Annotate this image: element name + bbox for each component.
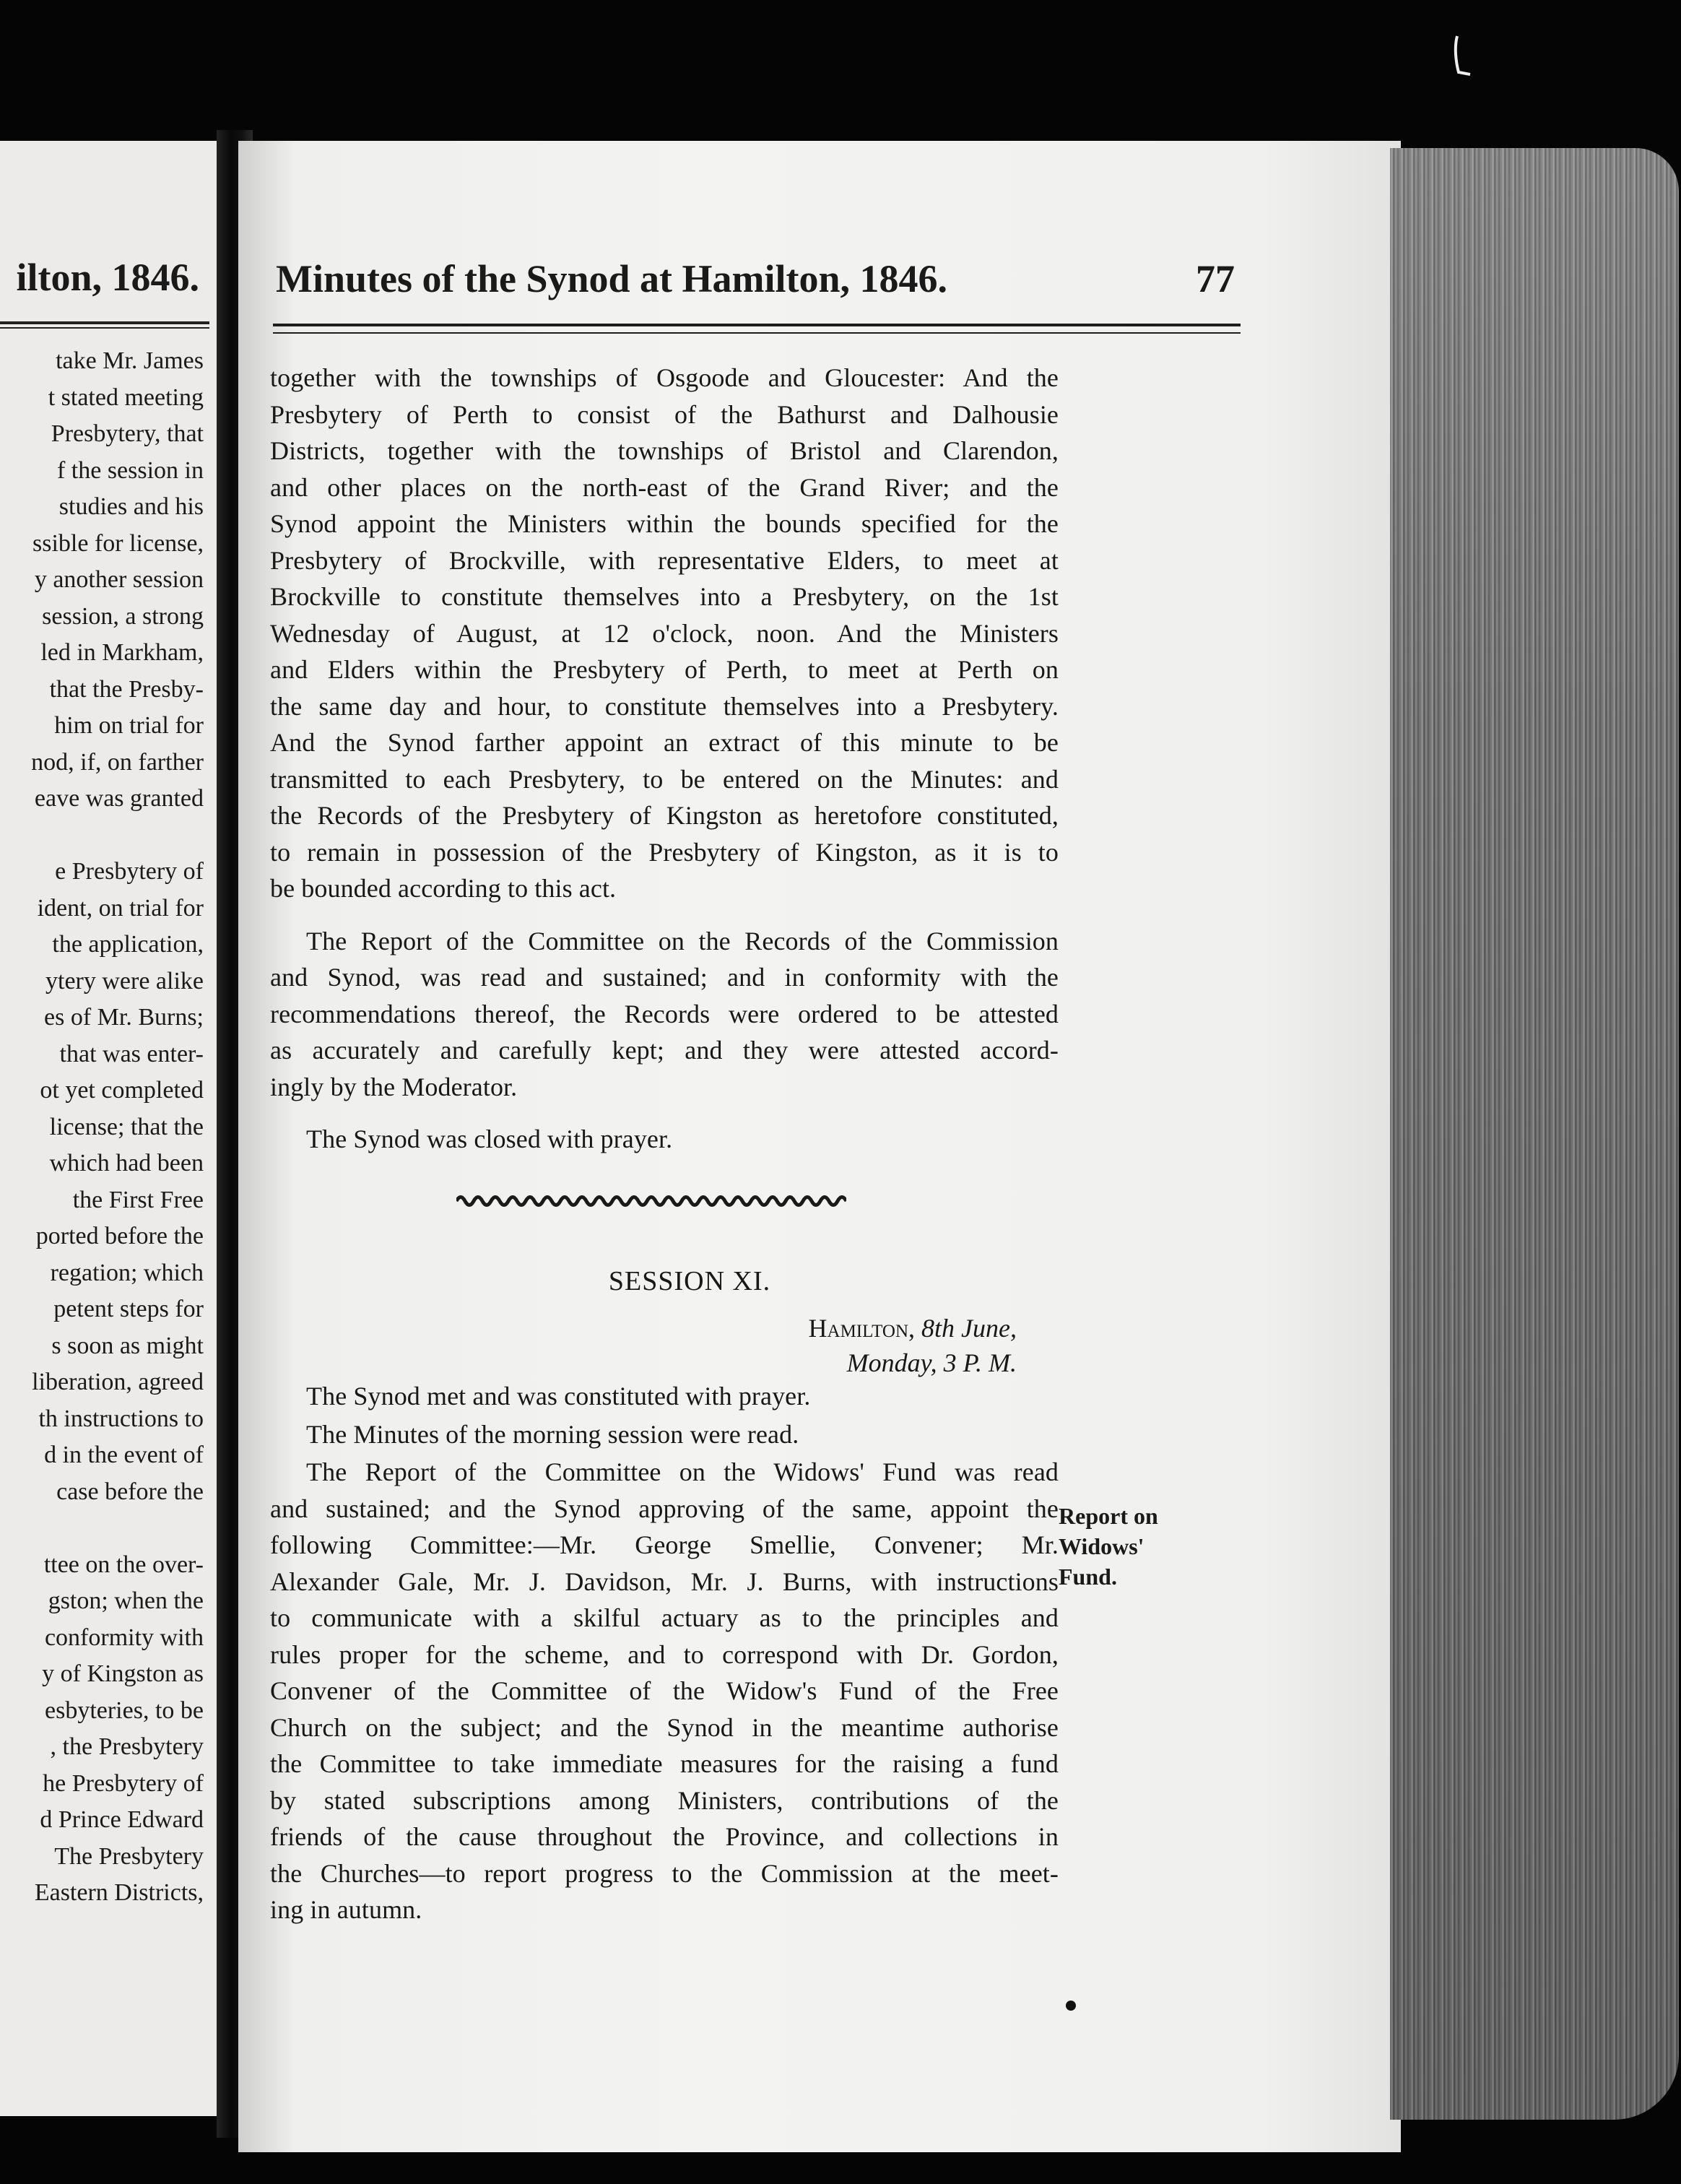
- header-rule-thin: [273, 332, 1241, 334]
- text-line: Alexander Gale, Mr. J. Davidson, Mr. J. Burns, with instructions: [270, 1566, 1059, 1596]
- left-page-line: him on trial for: [54, 712, 204, 739]
- left-page-line: ported before the: [35, 1223, 204, 1249]
- dateline-time: Monday, 3 P. M.: [846, 1348, 1017, 1377]
- text-line: by stated subscriptions among Ministers, contributions of the: [270, 1785, 1059, 1815]
- text-line: The Report of the Committee on the Widows' Fund was read: [306, 1457, 1059, 1486]
- left-page-line: regation; which: [50, 1259, 204, 1286]
- text-line: ing in autumn.: [270, 1895, 422, 1924]
- left-page-line: nod, if, on farther: [31, 748, 204, 776]
- left-page-line: ssible for license,: [32, 529, 204, 557]
- text-line: the Committee to take immediate measures for the raising a fund: [270, 1749, 1059, 1778]
- text-line: transmitted to each Presbytery, to be entered on the Minutes: and: [270, 764, 1059, 794]
- left-page-line: that was enter-: [59, 1040, 204, 1067]
- session-dateline: [809, 1311, 1017, 1380]
- left-page-line: [31, 1510, 204, 1547]
- left-page-line: Eastern Districts,: [34, 1879, 204, 1906]
- page-number: 77: [1196, 257, 1235, 300]
- left-page-line: t stated meeting: [48, 384, 204, 411]
- text-line: the Records of the Presbytery of Kingston as heretofore constituted,: [270, 801, 1059, 830]
- left-page-line: gston; when the: [48, 1587, 204, 1614]
- left-page-line: conformity with: [44, 1624, 204, 1651]
- dateline-date: 8th June,: [921, 1314, 1017, 1343]
- text-line: together with the townships of Osgoode and Gloucester: And the: [270, 363, 1059, 392]
- text-line: ingly by the Moderator.: [270, 1072, 518, 1101]
- left-page-line: led in Markham,: [40, 639, 204, 666]
- text-line: Brockville to constitute themselves into a Presbytery, on the 1st: [270, 582, 1059, 611]
- dateline-place: Hamilton,: [808, 1314, 916, 1343]
- left-page-line: eave was granted: [34, 785, 204, 812]
- left-page-line: ot yet completed: [40, 1077, 204, 1104]
- text-line: And the Synod farther appoint an extract of this minute to be: [270, 728, 1059, 757]
- left-page-line: he Presbytery of: [43, 1769, 204, 1797]
- paragraph-closing-prayer: The Synod was closed with prayer.: [306, 1124, 673, 1153]
- text-line: as accurately and carefully kept; and they were attested accord-: [270, 1036, 1059, 1065]
- text-line: be bounded according to this act.: [270, 874, 617, 903]
- text-line: Presbytery of Brockville, with representative Elders, to meet at: [270, 545, 1059, 575]
- paragraph-widows-fund: [270, 1454, 1059, 1928]
- left-page-line: y another session: [34, 566, 204, 593]
- text-line: the same day and hour, to constitute themselves into a Presbytery.: [270, 691, 1059, 721]
- left-page-line: y of Kingston as: [42, 1660, 204, 1687]
- margin-note-line: Report on: [1059, 1503, 1158, 1529]
- text-line: and Synod, was read and sustained; and in conformity with the: [270, 963, 1059, 992]
- text-line: and sustained; and the Synod approving of the same, appoint the: [270, 1494, 1059, 1523]
- left-page-line: esbyteries, to be: [45, 1696, 204, 1724]
- text-line: to communicate with a skilful actuary as to the principles and: [270, 1603, 1059, 1632]
- paragraph-records-report: [270, 923, 1059, 1106]
- left-page-head-rule: [0, 321, 209, 329]
- left-page-line: The Presbytery: [54, 1842, 204, 1870]
- ink-dot: [1066, 2001, 1076, 2011]
- left-page-line: Presbytery, that: [51, 420, 204, 447]
- text-line: Church on the subject; and the Synod in the meantime authorise: [270, 1712, 1059, 1742]
- paragraph-minutes-read: The Minutes of the morning session were read.: [306, 1419, 799, 1449]
- book-page-edges-shade: [1390, 148, 1679, 2120]
- text-line: following Committee:—Mr. George Smellie, Convener; Mr.: [270, 1530, 1059, 1559]
- wavy-divider: [456, 1190, 846, 1212]
- text-line: Districts, together with the townships of Bristol and Clarendon,: [270, 436, 1059, 465]
- text-line: Synod appoint the Ministers within the bounds specified for the: [270, 509, 1059, 538]
- left-page-line: [31, 818, 204, 854]
- left-page: [0, 141, 217, 2116]
- left-page-line: ytery were alike: [45, 967, 204, 994]
- left-page-line: ident, on trial for: [37, 894, 204, 922]
- left-page-line: , the Presbytery: [50, 1733, 204, 1760]
- text-line: Convener of the Committee of the Widow's Fund of the Free: [270, 1676, 1059, 1705]
- left-page-line: studies and his: [58, 493, 204, 520]
- left-page-line: es of Mr. Burns;: [44, 1004, 204, 1031]
- left-page-line: s soon as might: [51, 1332, 204, 1359]
- left-page-line: th instructions to: [38, 1405, 204, 1432]
- text-line: and other places on the north-east of the Grand River; and the: [270, 472, 1059, 502]
- session-title: SESSION XI.: [608, 1266, 771, 1296]
- text-line: rules proper for the scheme, and to correspond with Dr. Gordon,: [270, 1639, 1059, 1669]
- text-line: to remain in possession of the Presbytery of Kingston, as it is to: [270, 837, 1059, 867]
- left-page-line: take Mr. James: [56, 347, 204, 374]
- running-head: Minutes of the Synod at Hamilton, 1846.: [276, 257, 948, 300]
- left-page-line: f the session in: [56, 456, 204, 484]
- left-page-line: which had been: [49, 1150, 204, 1176]
- paragraph-presbytery-bounds: [270, 360, 1059, 907]
- session-text: [270, 1378, 1059, 1928]
- body-text: [270, 360, 1059, 1158]
- left-page-line: the First Free: [72, 1186, 204, 1213]
- left-page-line: that the Presby-: [49, 675, 204, 703]
- left-page-line: d in the event of: [44, 1442, 204, 1468]
- left-page-line: the application,: [52, 931, 204, 958]
- left-page-line: e Presbytery of: [55, 858, 204, 885]
- left-page-line: ttee on the over-: [43, 1551, 204, 1578]
- margin-note-line: Widows': [1059, 1533, 1144, 1559]
- left-page-line: d Prince Edward: [40, 1806, 204, 1833]
- header-rule: [273, 324, 1241, 326]
- text-line: and Elders within the Presbytery of Perth, to meet at Perth on: [270, 655, 1059, 684]
- text-line: friends of the cause throughout the Province, and collections in: [270, 1822, 1059, 1851]
- corner-mark: [1448, 32, 1477, 83]
- left-page-running-head: ilton, 1846.: [16, 256, 199, 299]
- margin-note-widows-fund: [1059, 1501, 1158, 1592]
- left-page-text: [31, 343, 204, 1912]
- left-page-line: case before the: [56, 1478, 204, 1505]
- left-page-line: liberation, agreed: [32, 1369, 204, 1395]
- left-page-line: session, a strong: [42, 602, 204, 630]
- text-line: Wednesday of August, at 12 o'clock, noon. And the Ministers: [270, 618, 1059, 648]
- margin-note-line: Fund.: [1059, 1564, 1117, 1590]
- left-page-line: petent steps for: [53, 1296, 204, 1322]
- text-line: the Churches—to report progress to the Commission at the meet-: [270, 1858, 1059, 1888]
- text-line: The Report of the Committee on the Records of the Commission: [306, 926, 1059, 956]
- paragraph-synod-met: The Synod met and was constituted with prayer.: [306, 1382, 811, 1410]
- text-line: recommendations thereof, the Records were ordered to be attested: [270, 999, 1059, 1028]
- left-page-line: license; that the: [49, 1113, 204, 1140]
- text-line: Presbytery of Perth to consist of the Bathurst and Dalhousie: [270, 399, 1059, 429]
